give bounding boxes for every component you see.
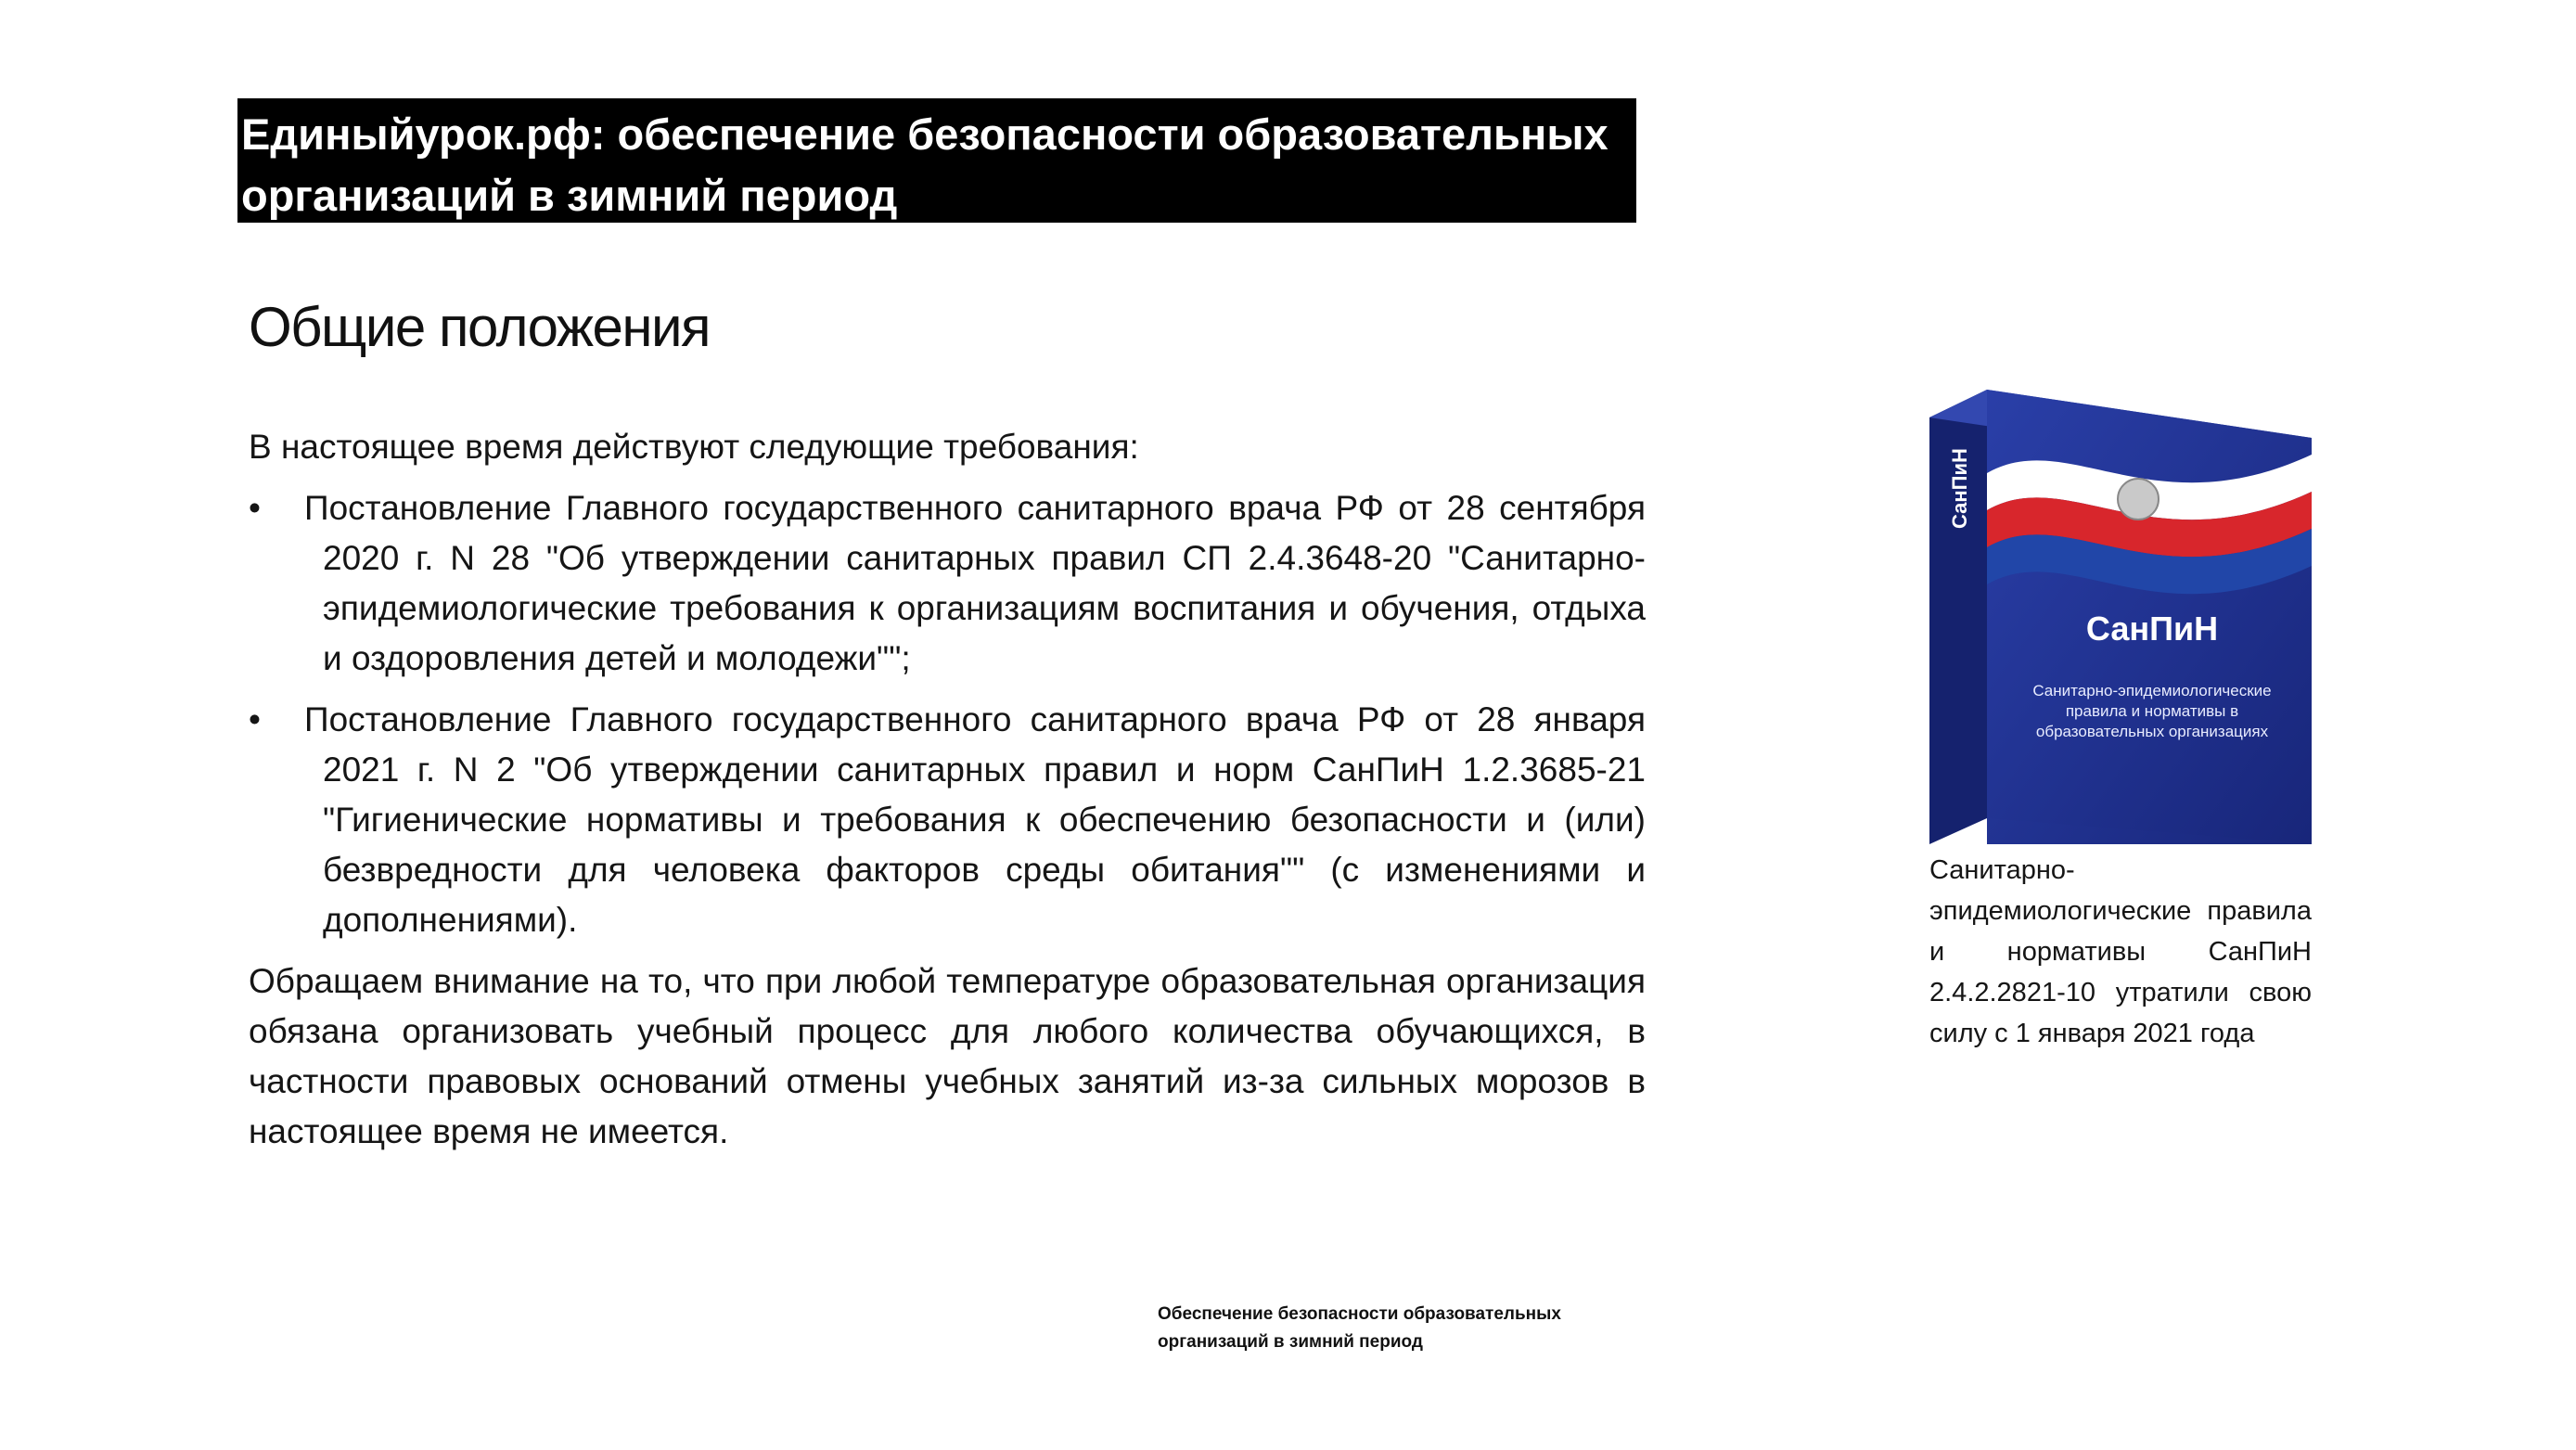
list-item-lead: Постановление Главного государственного санитарного врача РФ от 28 января	[304, 700, 1646, 738]
cover-subtitle-1: Санитарно-эпидемиологические	[2032, 682, 2272, 699]
cover-title: СанПиН	[2085, 610, 2219, 648]
list-item-lead: Постановление Главного государственного санитарного врача РФ от 28 сентября	[304, 489, 1646, 527]
page-banner	[237, 98, 1636, 223]
main-text	[249, 422, 1646, 1157]
bullet-icon: •	[249, 700, 261, 738]
banner-line-1: Единыйурок.рф: обеспечение безопасности образовательных	[241, 109, 1608, 159]
note-paragraph: Обращаем внимание на то, что при любой температуре образовательная организация обязана организовать учебный процесс для любого количества обучающихся, в частности правовых оснований отмены учебных занятий из-за сильных морозов в настоящее время не имеется.	[249, 962, 1646, 1150]
footer-line-1: Обеспечение безопасности образовательных	[1158, 1304, 1561, 1324]
section-heading: Общие положения	[249, 296, 711, 358]
cover-subtitle-2: правила и нормативы в	[2065, 702, 2239, 720]
page-footer	[1158, 1301, 1640, 1356]
bullet-icon: •	[249, 489, 261, 527]
footer-line-2: организаций в зимний период	[1158, 1332, 1423, 1352]
spine-title: СанПиН	[1948, 448, 1971, 529]
sanpin-figure	[1929, 390, 2312, 1054]
figure-caption: Санитарно-эпидемиологические правила и нормативы СанПиН 2.4.2.2821-10 утратили свою силу с 1 января 2021 года	[1929, 855, 2312, 1048]
list-item-text: 2020 г. N 28 "Об утверждении санитарных правил СП 2.4.3648-20 "Санитарно-эпидемиологические требования к организациям воспитания и обучения, отдыха и оздоровления детей и молодежи"";	[323, 539, 1646, 677]
intro-text: В настоящее время действуют следующие требования:	[249, 428, 1139, 466]
sanpin-box-image	[1929, 390, 2312, 844]
banner-line-2: организаций в зимний период	[241, 171, 898, 220]
requirements-list	[249, 483, 1646, 945]
cover-subtitle-3: образовательных организациях	[2035, 723, 2269, 740]
list-item	[249, 483, 1646, 684]
list-item-text: 2021 г. N 2 "Об утверждении санитарных правил и норм СанПиН 1.2.3685-21 "Гигиенические нормативы и требования к обеспечению безопасности и (или) безвредности для человека факторов среды обитания"" (с изменениями и дополнениями).	[323, 751, 1646, 939]
list-item	[249, 695, 1646, 945]
